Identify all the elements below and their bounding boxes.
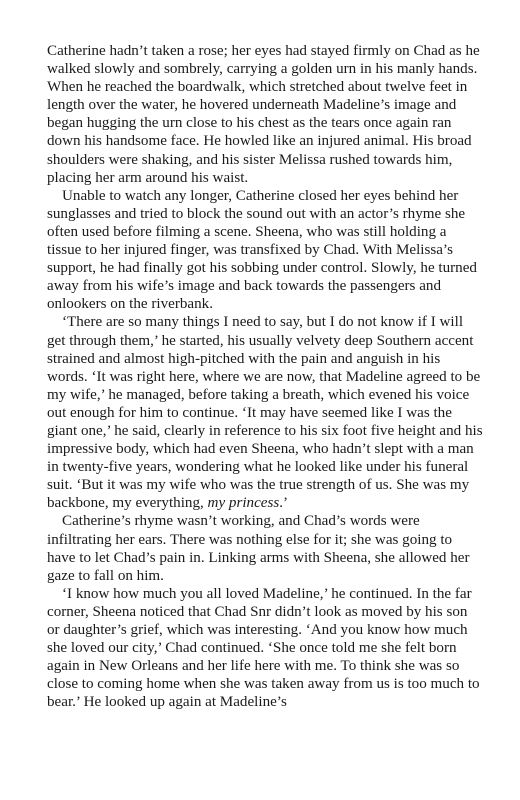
page-body [47, 42, 483, 711]
paragraph-1: Catherine hadn’t taken a rose; her eyes had stayed firmly on Chad as he walked slowly and sombrely, carrying a golden urn in his manly hands. When he reached the boardwalk, which stretched about twelve feet in length over the water, he hovered underneath Madeline’s image and began hugging the urn close to his chest as the tears once again ran down his handsome face. He howled like an injured animal. His broad shoulders were shaking, and his sister Melissa rushed towards him, placing her arm around his waist. [47, 43, 480, 186]
paragraph-3-emphasis: my princess [207, 495, 280, 512]
paragraph-3-closing: .’ [279, 495, 289, 512]
paragraph-3-text: ‘There are so many things I need to say, but I do not know if I will get through them,’ he started, his usually velvety deep Southern accent strained and almost high-pitched with the pain and anguish in his words. ‘It was right here, where we are now, that Madeline agreed to be my wife,’ he managed, before taking a breath, which evened his voice out enough for him to continue. ‘It may have seemed like I was the giant one,’ he said, clearly in reference to his six foot five height and his impressive body, which had even Sheena, who hadn’t slept with a man in twenty-five years, wondering what he looked like under his funeral suit. ‘But it was my wife who was the true strength of us. She was my backbone, my everything, [47, 314, 483, 512]
paragraph-4: Catherine’s rhyme wasn’t working, and Chad’s words were infiltrating her ears. There was nothing else for it; she was going to have to let Chad’s pain in. Linking arms with Sheena, she allowed her gaze to fall on him. [47, 513, 470, 584]
paragraph-5: ‘I know how much you all loved Madeline,’ he continued. In the far corner, Sheena noticed that Chad Snr didn’t look as moved by his son or daughter’s grief, which was interesting. ‘And you know how much she loved our city,’ Chad continued. ‘She once told me she felt born again in New Orleans and her life here with me. To think she was so close to coming home when she was taken away from us is too much to bear.’ He looked up again at Madeline’s [47, 585, 480, 711]
paragraph-3 [47, 313, 483, 512]
paragraph-2: Unable to watch any longer, Catherine closed her eyes behind her sunglasses and tried to block the sound out with an actor’s rhyme she often used before filming a scene. Sheena, who was still holding a tissue to her injured finger, was transfixed by Chad. With Melissa’s support, he had finally got his sobbing under control. Slowly, he turned away from his wife’s image and back towards the passengers and onlookers on the riverbank. [47, 187, 477, 313]
